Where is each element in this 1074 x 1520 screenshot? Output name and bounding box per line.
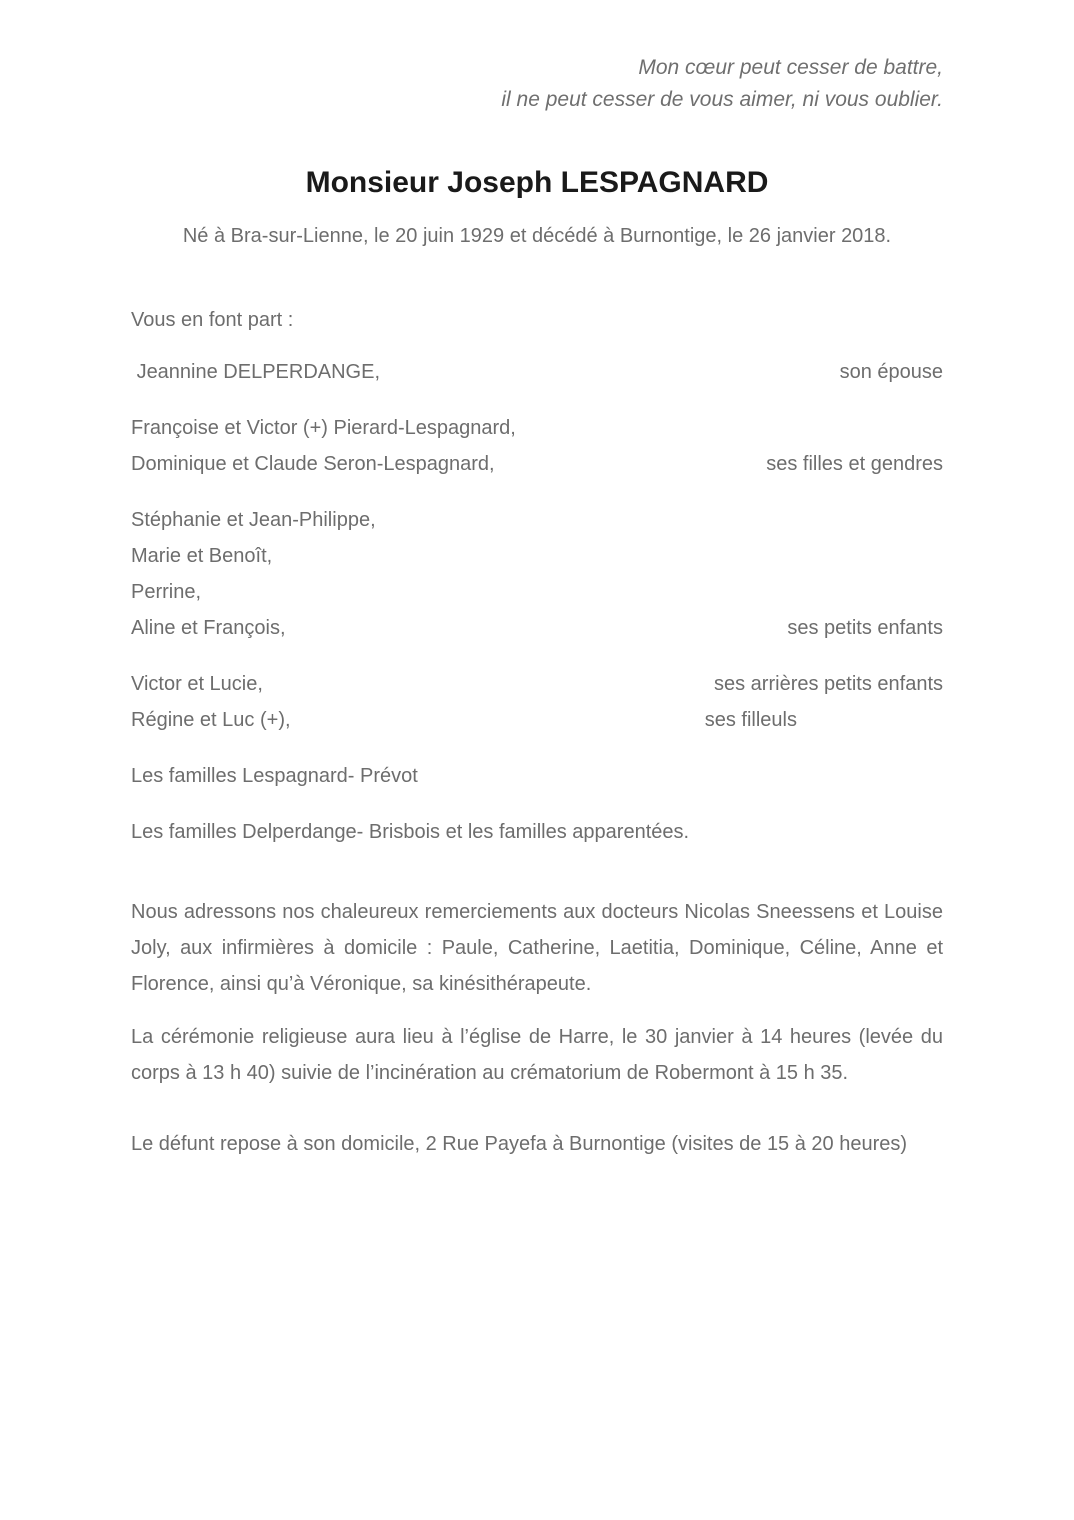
family-row — [131, 502, 943, 538]
family-names: Régine et Luc (+), — [131, 709, 291, 731]
family-names: Victor et Lucie, — [131, 673, 263, 695]
family-names: Aline et François, — [131, 617, 286, 639]
family-row — [131, 666, 943, 702]
relation-label: ses petits enfants — [787, 617, 943, 639]
deceased-name-title: Monsieur Joseph LESPAGNARD — [305, 166, 769, 199]
epigraph — [131, 52, 943, 116]
family-row — [131, 758, 943, 794]
family-row — [131, 814, 943, 850]
family-names: Dominique et Claude Seron-Lespagnard, — [131, 453, 495, 475]
epigraph-line-1: Mon cœur peut cesser de battre, — [638, 56, 943, 79]
epigraph-line-2: il ne peut cesser de vous aimer, ni vous oublier. — [501, 88, 943, 111]
family-names: Stéphanie et Jean-Philippe, — [131, 509, 376, 531]
thanks-paragraph: Nous adressons nos chaleureux remerciements aux docteurs Nicolas Sneessens et Louise Joly, aux infirmières à domicile : Paule, Catherine, Laetitia, Dominique, Céline, Anne et Florence, ainsi qu’à Véronique, sa kinésithérapeute. — [131, 901, 943, 995]
family-names: Marie et Benoît, — [131, 545, 273, 567]
family-row — [131, 354, 943, 390]
family-group-delperdange-brisbois — [131, 814, 943, 850]
ceremony-paragraph: La cérémonie religieuse aura lieu à l’église de Harre, le 30 janvier à 14 heures (levée du corps à 13 h 40) suivie de l’incinération au crématorium de Robermont à 15 h 35. — [131, 1026, 943, 1084]
family-row — [131, 610, 943, 646]
intro-line: Vous en font part : — [131, 309, 294, 331]
family-names: Françoise et Victor (+) Pierard-Lespagnard, — [131, 417, 516, 439]
birth-death-line: Né à Bra-sur-Lienne, le 20 juin 1929 et décédé à Burnontige, le 26 janvier 2018. — [182, 225, 892, 247]
family-names: Les familles Delperdange- Brisbois et les familles apparentées. — [131, 821, 690, 843]
family-names: Perrine, — [131, 581, 202, 603]
repose-paragraph: Le défunt repose à son domicile, 2 Rue Payefa à Burnontige (visites de 15 à 20 heures) — [131, 1133, 908, 1155]
relation-label: ses arrières petits enfants — [714, 673, 943, 695]
family-row — [131, 538, 943, 574]
family-group-great-grandchildren — [131, 666, 943, 738]
family-names: Jeannine DELPERDANGE, — [131, 361, 381, 383]
family-group-grandchildren — [131, 502, 943, 646]
family-row — [131, 410, 943, 446]
family-group-daughters — [131, 410, 943, 482]
family-row — [131, 446, 943, 482]
family-row — [131, 574, 943, 610]
relation-label: ses filleuls — [704, 709, 797, 731]
family-row — [131, 702, 943, 738]
family-group-spouse — [131, 354, 943, 390]
family-names: Les familles Lespagnard- Prévot — [131, 765, 418, 787]
family-group-lespagnard-prevot — [131, 758, 943, 794]
relation-label: son épouse — [839, 361, 943, 383]
relation-label: ses filles et gendres — [766, 453, 943, 475]
